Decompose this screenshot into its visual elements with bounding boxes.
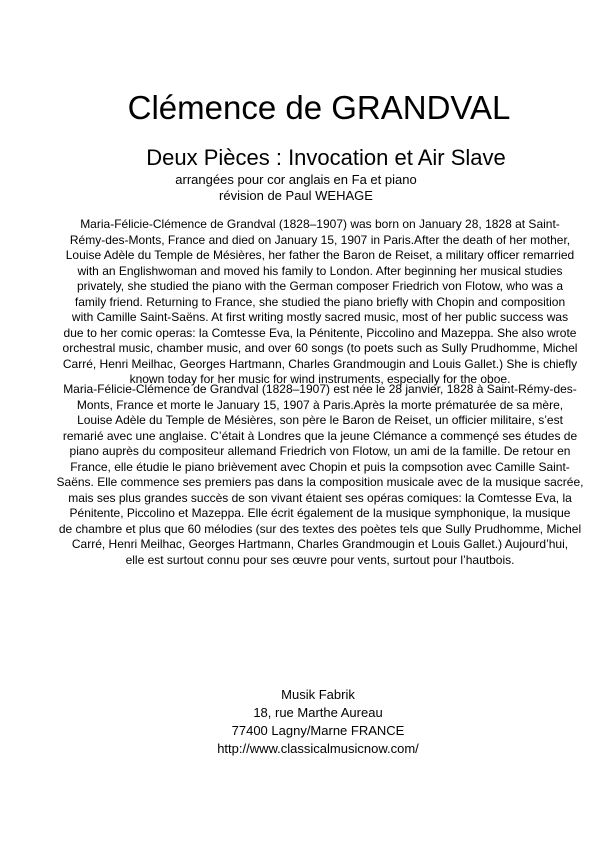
bio-line: Rémy-des-Monts, France and died on January 15, 1907 in Paris.After the death of her mother, xyxy=(69,232,571,247)
publisher-name: Musik Fabrik xyxy=(281,687,355,702)
publisher-city: 77400 Lagny/Marne FRANCE xyxy=(231,723,405,738)
arrangement-line: arrangées pour cor anglais en Fa et piano xyxy=(175,172,417,187)
bio-line: remarié avec une anglaise. C’était à Londres que la jeune Clémance a commençé ses études de xyxy=(62,428,578,443)
bio-line: due to her comic operas: la Comtesse Eva, la Pénitente, Piccolino and Mazeppa. She also wrote xyxy=(63,325,577,340)
bio-line: Maria-Félicie-Clémence de Grandval (1828–1907) est née le 28 janvier, 1828 à Saint-Rémy-des- xyxy=(63,382,577,396)
bio-line: Carré, Henri Meilhac, Georges Hartmann, Charles Grandmougin and Louis Gallet.) She is chiefly xyxy=(62,356,578,371)
biography-french xyxy=(0,382,595,568)
publisher-website-link[interactable]: http://www.classicalmusicnow.com/ xyxy=(217,741,419,756)
bio-line: Louise Adèle du Temple de Mésières, her father the Baron de Reiset, a military officer remarried xyxy=(65,248,575,262)
bio-line: with Camille Saint-Saëns. At first writing mostly sacred music, most of her public success was xyxy=(71,310,569,324)
revision-line: révision de Paul WEHAGE xyxy=(219,188,373,203)
bio-line: Saëns. Elle commence ses premiers pas dans la composition musicale avec de la musique sacrée, xyxy=(56,475,584,489)
bio-line: mais ses plus grandes succès de son vivant étaient ses opéras comiques: la Comtesse Eva, la xyxy=(68,490,572,505)
composer-name: Clémence de GRANDVAL xyxy=(127,89,511,126)
bio-line: known today for her music for wind instruments, especially for the oboe. xyxy=(129,372,511,386)
bio-line: elle est surtout connu pour ses œuvre pour vents, surtout pour l’hautbois. xyxy=(125,552,515,567)
publisher-address xyxy=(0,686,595,758)
bio-line: with an Englishwoman and moved his family to London. After beginning her musical studies xyxy=(77,263,563,278)
subtitle-block xyxy=(0,172,592,204)
bio-line: privately, she studied the piano with the German composer Friedrich von Flotow, who was a xyxy=(76,279,563,293)
bio-line: piano auprès du compositeur allemand Friedrich von Flotow, un ami de la famille. De retour en xyxy=(69,444,571,458)
bio-line: Carré, Henri Meilhac, Georges Hartmann, Charles Grandmougin et Louis Gallet.) Aujourd’hui, xyxy=(71,537,569,551)
bio-line: Pénitente, Piccolino et Mazeppa. Elle écrit également de la musique symphonique, la musique xyxy=(69,506,571,520)
bio-line: family friend. Returning to France, she studied the piano briefly with Chopin and composition xyxy=(74,294,566,309)
piece-title: Deux Pièces : Invocation et Air Slave xyxy=(146,145,506,170)
publisher-street: 18, rue Marthe Aureau xyxy=(253,705,383,720)
bio-line: France, elle étudie le piano brièvement avec Chopin et puis la compsotion avec Camille Saint- xyxy=(70,459,570,474)
bio-line: orchestral music, chamber music, and over 60 songs (to poets such as Sully Prudhomme, Michel xyxy=(62,341,578,355)
bio-line: Louise Adèle du Temple de Mésières, son père le Baron de Reiset, un officier militaire, s’est xyxy=(77,413,563,427)
bio-line: de chambre et plus que 60 mélodies (sur des textes des poètes tels que Sully Prudhomme, Michel xyxy=(58,521,582,536)
bio-line: Maria-Félicie-Clémence de Grandval (1828–1907) was born on January 28, 1828 at Saint- xyxy=(80,217,560,231)
biography-english xyxy=(0,217,595,388)
bio-line: Monts, France et morte le January 15, 1907 à Paris.Après la morte prématurée de sa mère, xyxy=(76,397,564,412)
